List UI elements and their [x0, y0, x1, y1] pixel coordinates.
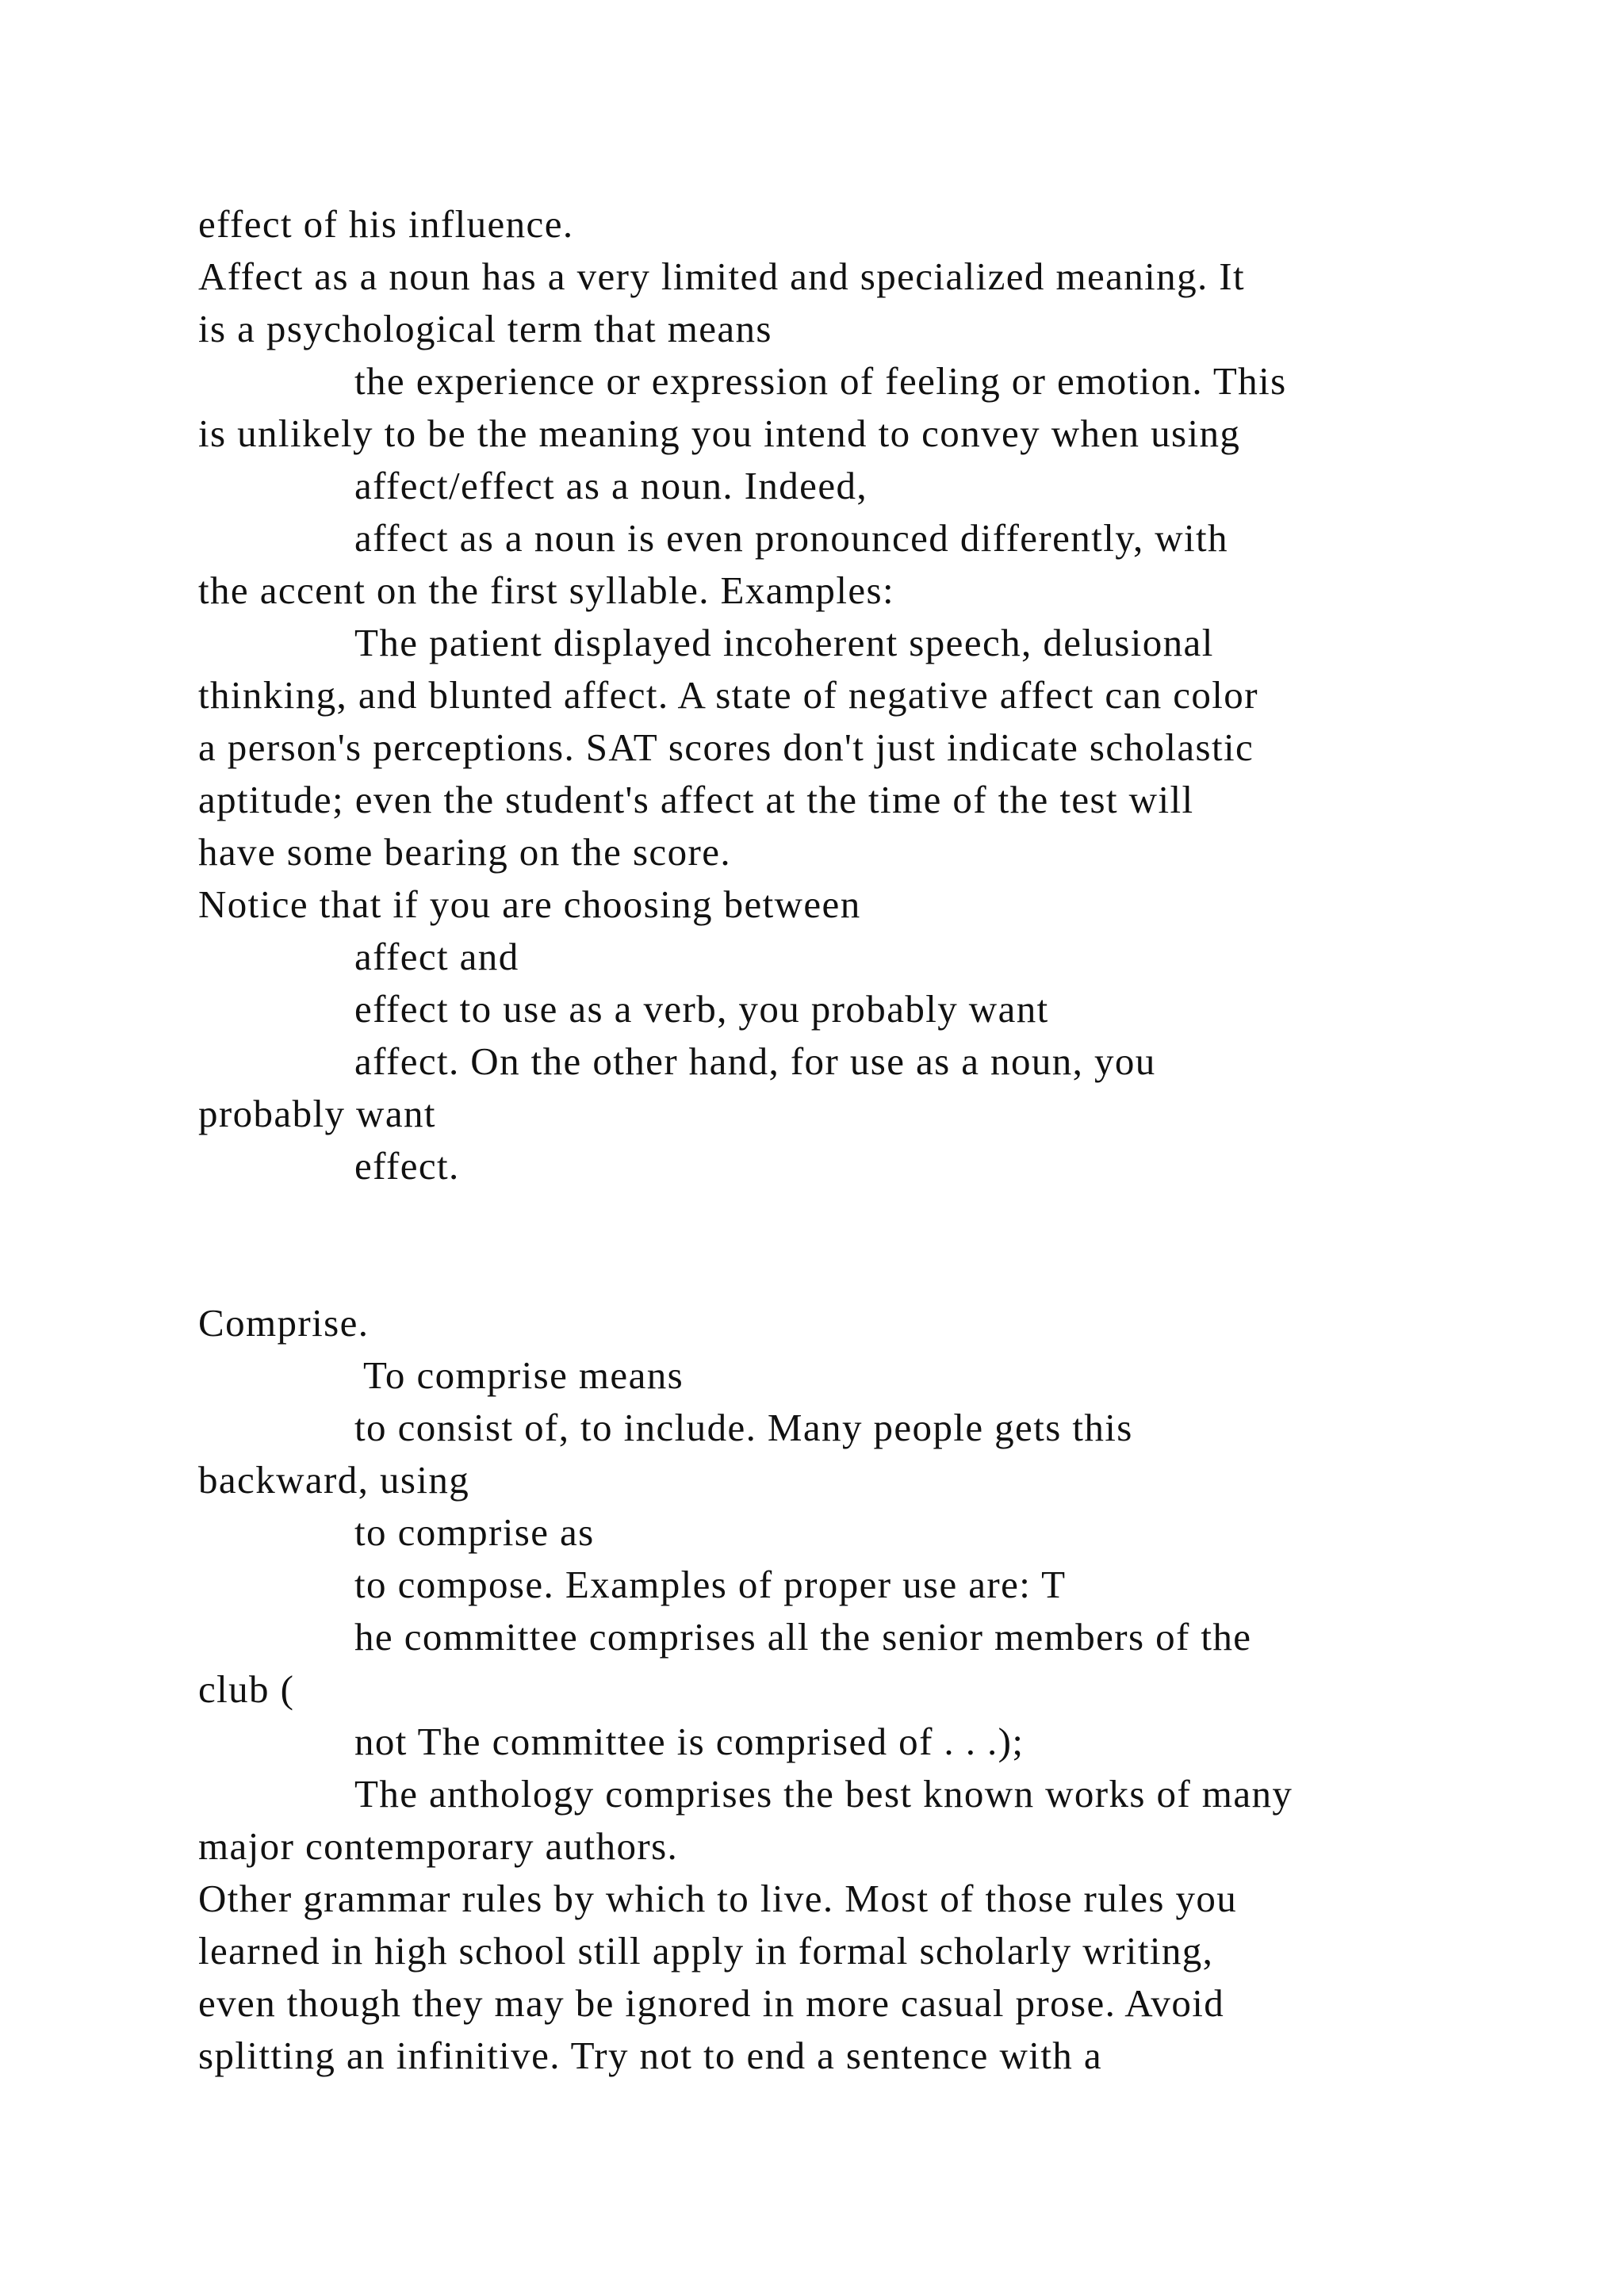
text-line: To comprise means: [363, 1353, 684, 1397]
text-line: effect.: [354, 1144, 460, 1188]
text-line: thinking, and blunted affect. A state of negative affect can color: [198, 673, 1258, 717]
text-line: to consist of, to include. Many people gets this: [354, 1406, 1133, 1449]
text-line: probably want: [198, 1092, 436, 1135]
text-line: effect to use as a verb, you probably want: [354, 987, 1049, 1031]
text-line: have some bearing on the score.: [198, 830, 732, 874]
text-line: effect of his influence.: [198, 202, 574, 246]
text-line: club (: [198, 1667, 295, 1711]
text-line: Other grammar rules by which to live. Most of those rules you: [198, 1877, 1238, 1920]
text-line: affect. On the other hand, for use as a noun, you: [354, 1039, 1156, 1083]
text-line: splitting an infinitive. Try not to end a sentence with a: [198, 2034, 1102, 2077]
text-line: major contemporary authors.: [198, 1824, 679, 1868]
text-line: Affect as a noun has a very limited and specialized meaning. It: [198, 254, 1246, 298]
text-line: learned in high school still apply in formal scholarly writing,: [198, 1929, 1214, 1973]
text-line: not The committee is comprised of . . .);: [354, 1720, 1025, 1763]
text-line: The anthology comprises the best known works of many: [354, 1772, 1293, 1816]
section-heading: Comprise.: [198, 1301, 370, 1345]
text-line: the experience or expression of feeling or emotion. This: [354, 359, 1287, 403]
text-line: is unlikely to be the meaning you intend to convey when using: [198, 411, 1241, 455]
text-line: even though they may be ignored in more casual prose. Avoid: [198, 1981, 1225, 2025]
text-line: backward, using: [198, 1458, 470, 1502]
text-line: he committee comprises all the senior members of the: [354, 1615, 1252, 1659]
text-line: aptitude; even the student's affect at the time of the test will: [198, 778, 1194, 821]
text-line: affect/effect as a noun. Indeed,: [354, 464, 868, 507]
text-line: the accent on the first syllable. Examples:: [198, 568, 894, 612]
text-line: to compose. Examples of proper use are: T: [354, 1563, 1067, 1606]
text-line: The patient displayed incoherent speech, delusional: [354, 621, 1214, 664]
text-line: to comprise as: [354, 1510, 595, 1554]
text-line: Notice that if you are choosing between: [198, 882, 861, 926]
text-line: affect and: [354, 935, 519, 978]
text-line: affect as a noun is even pronounced differently, with: [354, 516, 1228, 560]
text-line: a person's perceptions. SAT scores don't just indicate scholastic: [198, 725, 1254, 769]
text-line: is a psychological term that means: [198, 307, 772, 350]
